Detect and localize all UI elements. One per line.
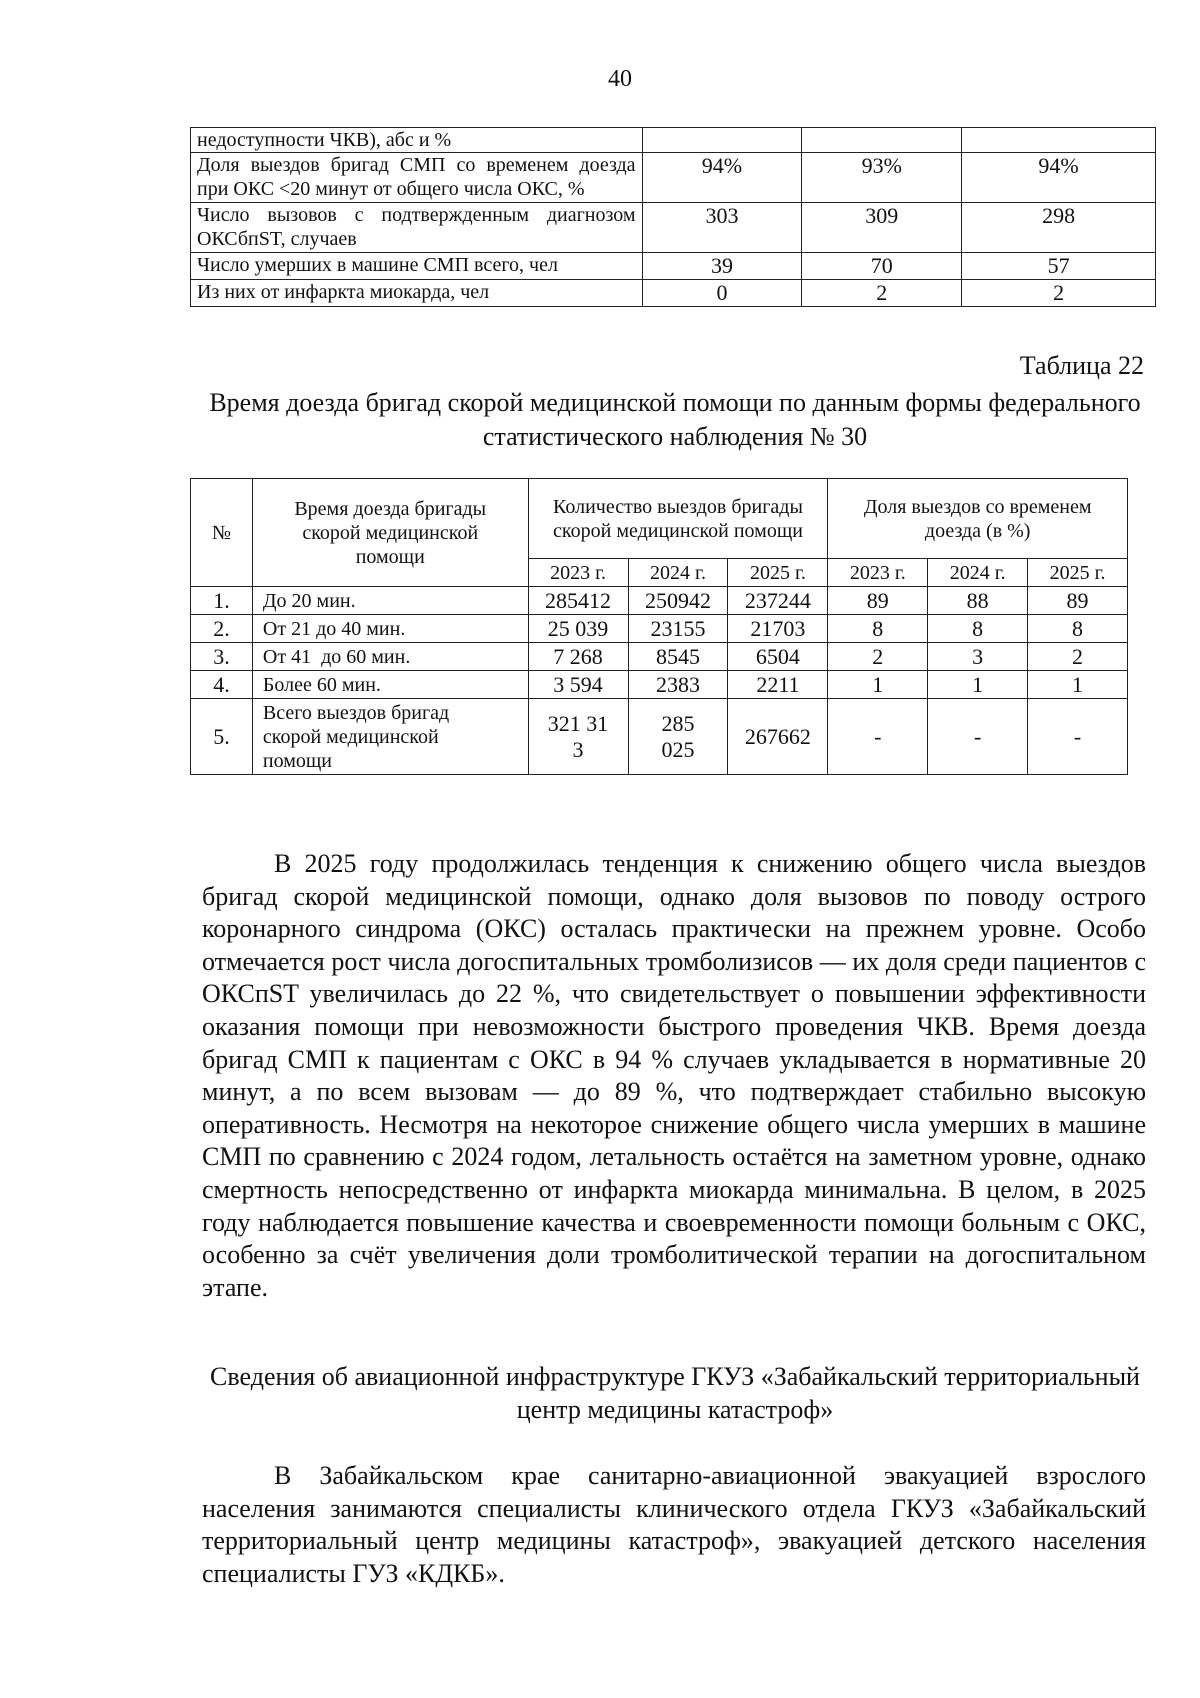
cell-value: 250942 (628, 587, 728, 615)
paragraph-text: В 2025 году продолжилась тенденция к снижению общего числа выездов бригад скорой медицинской помощи, однако доля вызовов по поводу острого коронарного синдрома (ОКС) осталась практически на прежнем уровне. Особо отмечается рост числа догоспитальных тромболизисов — их доля среди пациентов с ОКСпST увеличилась до 22 %, что свидетельствует о повышении эффективности оказания помощи при невозможности быстрого проведения ЧКВ. Время доезда бригад СМП к пациентам с ОКС в 94 % случаев укладывается в нормативные 20 минут, а по всем вызовам — до 89 %, что подтверждает стабильно высокую оперативность. Несмотря на некоторое снижение общего числа умерших в машине СМП по сравнению с 2024 годом, летальность остаётся на заметном уровне, однако смертность непосредственно от инфаркта миокарда минимальна. В целом, в 2025 году наблюдается повышение качества и своевременности помощи больным с ОКС, особенно за счёт увеличения доли тромболитической терапии на догоспитальном этапе. (202, 849, 1146, 1302)
header-count-group: Количество выездов бригады скорой медицинской помощи (528, 479, 828, 559)
table-row (191, 280, 1156, 307)
header-row (191, 479, 1128, 559)
cell-value: 39 (642, 253, 802, 280)
cell-value: 267662 (728, 699, 828, 775)
cell-value (962, 128, 1156, 153)
cell-value: 3 594 (528, 671, 628, 699)
table-row (191, 128, 1156, 153)
cell-value: 6504 (728, 643, 828, 671)
row-num: 3. (191, 643, 253, 671)
cell-value: 7 268 (528, 643, 628, 671)
row-num: 2. (191, 615, 253, 643)
cell-value: 89 (1028, 587, 1128, 615)
cell-value: 8545 (628, 643, 728, 671)
cell-value: 8 (828, 615, 928, 643)
cell-value: 8 (928, 615, 1028, 643)
cell-value: 57 (962, 253, 1156, 280)
cell-value: 2211 (728, 671, 828, 699)
cell-value: - (828, 699, 928, 775)
header-year: 2023 г. (528, 559, 628, 587)
header-year: 2024 г. (928, 559, 1028, 587)
row-label: Из них от инфаркта миокарда, чел (191, 280, 643, 307)
cell-value: 285 025 (628, 699, 728, 775)
cell-value: 1 (1028, 671, 1128, 699)
cell-value: 2383 (628, 671, 728, 699)
cell-value: 321 31 3 (528, 699, 628, 775)
cell-value: 1 (928, 671, 1028, 699)
header-share-group: Доля выездов со временем доезда (в %) (828, 479, 1128, 559)
row-label: От 41 до 60 мин. (252, 643, 528, 671)
cell-value: 25 039 (528, 615, 628, 643)
row-label: От 21 до 40 мин. (252, 615, 528, 643)
header-year: 2024 г. (628, 559, 728, 587)
header-num: № (191, 479, 253, 587)
row-label: Число умерших в машине СМП всего, чел (191, 253, 643, 280)
cell-value: 8 (1028, 615, 1128, 643)
table-row (191, 699, 1128, 775)
table-row (191, 253, 1156, 280)
cell-value: 298 (962, 203, 1156, 253)
row-num: 4. (191, 671, 253, 699)
section-heading: Сведения об авиационной инфраструктуре ГКУЗ «Забайкальский территориальный центр медицины катастроф» (210, 1362, 1140, 1424)
header-time: Время доезда бригады скорой медицинской помощи (252, 479, 528, 587)
cell-value (642, 128, 802, 153)
table-row (191, 203, 1156, 253)
cell-value: 0 (642, 280, 802, 307)
cell-value: 88 (928, 587, 1028, 615)
row-num: 5. (191, 699, 253, 775)
cell-value: 309 (802, 203, 962, 253)
cell-value: 2 (962, 280, 1156, 307)
row-label: До 20 мин. (252, 587, 528, 615)
cell-value: 2 (1028, 643, 1128, 671)
cell-value: - (928, 699, 1028, 775)
table-row (191, 587, 1128, 615)
cell-value: 94% (962, 153, 1156, 203)
header-year: 2023 г. (828, 559, 928, 587)
paragraph-summary (202, 848, 1146, 1304)
cell-value: 89 (828, 587, 928, 615)
row-label: Число вызовов с подтвержденным диагнозом ОКСбпST, случаев (191, 203, 643, 253)
row-label: Доля выездов бригад СМП со временем доезда при ОКС <20 минут от общего числа ОКС, % (191, 153, 643, 203)
table-row (191, 615, 1128, 643)
row-label: Более 60 мин. (252, 671, 528, 699)
cell-value: 93% (802, 153, 962, 203)
cell-value: 2 (828, 643, 928, 671)
paragraph-text: В Забайкальском крае санитарно-авиационной эвакуацией взрослого населения занимаются специалисты клинического отдела ГКУЗ «Забайкальский территориальный центр медицины катастроф», эвакуацией детского населения специалисты ГУЗ «КДКБ». (202, 1461, 1146, 1588)
page-number: 40 (608, 66, 632, 92)
cell-value: 3 (928, 643, 1028, 671)
cell-value: 303 (642, 203, 802, 253)
row-num: 1. (191, 587, 253, 615)
cell-value: 1 (828, 671, 928, 699)
cell-value: 94% (642, 153, 802, 203)
table-caption: Таблица 22 (1019, 351, 1144, 380)
paragraph-aviation (202, 1460, 1146, 1590)
cell-value: 70 (802, 253, 962, 280)
table-row (191, 643, 1128, 671)
cell-value: 23155 (628, 615, 728, 643)
cell-value: 285412 (528, 587, 628, 615)
row-label: недоступности ЧКВ), абс и % (191, 128, 643, 153)
cell-value: 2 (802, 280, 962, 307)
row-label: Всего выездов бригад скорой медицинской помощи (252, 699, 528, 775)
header-year: 2025 г. (728, 559, 828, 587)
continued-table (190, 127, 1156, 307)
cell-value: 21703 (728, 615, 828, 643)
cell-value: - (1028, 699, 1128, 775)
header-year: 2025 г. (1028, 559, 1128, 587)
table-title: Время доезда бригад скорой медицинской помощи по данным формы федерального статистического наблюдения № 30 (209, 388, 1141, 451)
table-row (191, 671, 1128, 699)
table-row (191, 153, 1156, 203)
arrival-time-table (190, 478, 1128, 775)
cell-value: 237244 (728, 587, 828, 615)
cell-value (802, 128, 962, 153)
